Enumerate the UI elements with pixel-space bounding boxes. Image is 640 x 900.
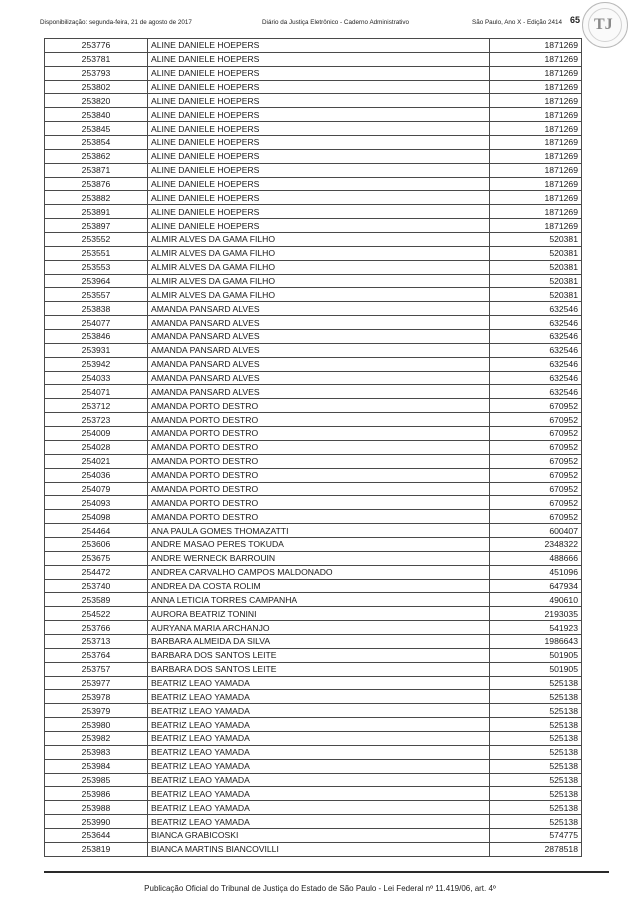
person-name-cell: ALMIR ALVES DA GAMA FILHO xyxy=(148,246,490,260)
table-row xyxy=(45,413,582,427)
record-number-cell: 253551 xyxy=(45,246,148,260)
table-row xyxy=(45,468,582,482)
registration-cell: 525138 xyxy=(490,801,582,815)
table-row xyxy=(45,219,582,233)
registration-cell: 1871269 xyxy=(490,52,582,66)
person-name-cell: ALINE DANIELE HOEPERS xyxy=(148,191,490,205)
record-number-cell: 254077 xyxy=(45,316,148,330)
person-name-cell: ALMIR ALVES DA GAMA FILHO xyxy=(148,260,490,274)
table-row xyxy=(45,634,582,648)
table-row xyxy=(45,191,582,205)
table-row xyxy=(45,648,582,662)
registration-cell: 520381 xyxy=(490,233,582,247)
record-number-cell: 253978 xyxy=(45,690,148,704)
person-name-cell: AMANDA PORTO DESTRO xyxy=(148,399,490,413)
table-row xyxy=(45,773,582,787)
registration-cell: 525138 xyxy=(490,676,582,690)
record-number-cell: 253793 xyxy=(45,66,148,80)
table-row xyxy=(45,427,582,441)
record-number-cell: 253766 xyxy=(45,621,148,635)
table-row xyxy=(45,302,582,316)
person-name-cell: AMANDA PANSARD ALVES xyxy=(148,302,490,316)
registration-cell: 1871269 xyxy=(490,205,582,219)
table-row xyxy=(45,579,582,593)
record-number-cell: 253990 xyxy=(45,815,148,829)
record-number-cell: 254071 xyxy=(45,385,148,399)
record-number-cell: 253876 xyxy=(45,177,148,191)
registration-cell: 490610 xyxy=(490,593,582,607)
person-name-cell: ALINE DANIELE HOEPERS xyxy=(148,94,490,108)
registration-cell: 670952 xyxy=(490,427,582,441)
record-number-cell: 253776 xyxy=(45,39,148,53)
person-name-cell: ALINE DANIELE HOEPERS xyxy=(148,80,490,94)
record-number-cell: 253977 xyxy=(45,676,148,690)
person-name-cell: AMANDA PANSARD ALVES xyxy=(148,371,490,385)
registration-cell: 520381 xyxy=(490,260,582,274)
registration-cell: 525138 xyxy=(490,690,582,704)
table-row xyxy=(45,565,582,579)
table-row xyxy=(45,482,582,496)
record-number-cell: 254522 xyxy=(45,607,148,621)
person-name-cell: ALINE DANIELE HOEPERS xyxy=(148,122,490,136)
person-name-cell: BEATRIZ LEAO YAMADA xyxy=(148,759,490,773)
record-number-cell: 253983 xyxy=(45,745,148,759)
registration-cell: 2193035 xyxy=(490,607,582,621)
registration-cell: 1871269 xyxy=(490,39,582,53)
table-row xyxy=(45,496,582,510)
publication-title: Diário da Justiça Eletrônico - Caderno Administrativo xyxy=(262,19,409,26)
person-name-cell: ALINE DANIELE HOEPERS xyxy=(148,66,490,80)
table-row xyxy=(45,787,582,801)
table-row xyxy=(45,330,582,344)
person-name-cell: BEATRIZ LEAO YAMADA xyxy=(148,704,490,718)
person-name-cell: BIANCA GRABICOSKI xyxy=(148,828,490,842)
table-row xyxy=(45,621,582,635)
registration-cell: 525138 xyxy=(490,731,582,745)
table-row xyxy=(45,676,582,690)
record-number-cell: 253819 xyxy=(45,842,148,856)
person-name-cell: BEATRIZ LEAO YAMADA xyxy=(148,815,490,829)
table-row xyxy=(45,149,582,163)
record-number-cell: 254098 xyxy=(45,510,148,524)
person-name-cell: BEATRIZ LEAO YAMADA xyxy=(148,801,490,815)
person-name-cell: AMANDA PANSARD ALVES xyxy=(148,343,490,357)
record-number-cell: 253723 xyxy=(45,413,148,427)
record-number-cell: 253982 xyxy=(45,731,148,745)
table-row xyxy=(45,177,582,191)
person-name-cell: BEATRIZ LEAO YAMADA xyxy=(148,787,490,801)
table-row xyxy=(45,815,582,829)
table-row xyxy=(45,731,582,745)
record-number-cell: 253712 xyxy=(45,399,148,413)
registration-cell: 632546 xyxy=(490,302,582,316)
registration-cell: 670952 xyxy=(490,510,582,524)
record-number-cell: 254021 xyxy=(45,454,148,468)
record-number-cell: 253846 xyxy=(45,330,148,344)
table-row xyxy=(45,357,582,371)
person-name-cell: AMANDA PORTO DESTRO xyxy=(148,468,490,482)
record-number-cell: 253871 xyxy=(45,163,148,177)
record-number-cell: 253985 xyxy=(45,773,148,787)
person-name-cell: ALINE DANIELE HOEPERS xyxy=(148,149,490,163)
availability-date: Disponibilização: segunda-feira, 21 de agosto de 2017 xyxy=(40,19,192,26)
person-name-cell: ALINE DANIELE HOEPERS xyxy=(148,136,490,150)
table-row xyxy=(45,801,582,815)
registration-cell: 525138 xyxy=(490,759,582,773)
registration-cell: 670952 xyxy=(490,399,582,413)
record-number-cell: 254009 xyxy=(45,427,148,441)
table-row xyxy=(45,704,582,718)
registration-cell: 1986643 xyxy=(490,634,582,648)
record-number-cell: 253552 xyxy=(45,233,148,247)
person-name-cell: AMANDA PANSARD ALVES xyxy=(148,385,490,399)
record-number-cell: 253984 xyxy=(45,759,148,773)
registration-cell: 451096 xyxy=(490,565,582,579)
registration-cell: 520381 xyxy=(490,274,582,288)
record-number-cell: 253891 xyxy=(45,205,148,219)
person-name-cell: ANDREA CARVALHO CAMPOS MALDONADO xyxy=(148,565,490,579)
table-row xyxy=(45,537,582,551)
registration-cell: 632546 xyxy=(490,385,582,399)
edition-info: São Paulo, Ano X - Edição 2414 xyxy=(472,19,562,26)
seal-monogram: TJ xyxy=(594,16,613,33)
record-number-cell: 253740 xyxy=(45,579,148,593)
registration-cell: 525138 xyxy=(490,815,582,829)
registration-cell: 632546 xyxy=(490,316,582,330)
record-number-cell: 253757 xyxy=(45,662,148,676)
table-row xyxy=(45,136,582,150)
table-row xyxy=(45,524,582,538)
footer-rule xyxy=(44,871,609,873)
person-name-cell: ALINE DANIELE HOEPERS xyxy=(148,219,490,233)
table-row xyxy=(45,454,582,468)
registration-cell: 1871269 xyxy=(490,163,582,177)
table-row xyxy=(45,399,582,413)
record-number-cell: 253845 xyxy=(45,122,148,136)
person-name-cell: AURORA BEATRIZ TONINI xyxy=(148,607,490,621)
table-row xyxy=(45,108,582,122)
table-row xyxy=(45,690,582,704)
person-name-cell: BARBARA DOS SANTOS LEITE xyxy=(148,662,490,676)
person-name-cell: AMANDA PORTO DESTRO xyxy=(148,440,490,454)
table-row xyxy=(45,288,582,302)
person-name-cell: AMANDA PANSARD ALVES xyxy=(148,330,490,344)
table-row xyxy=(45,440,582,454)
person-name-cell: BIANCA MARTINS BIANCOVILLI xyxy=(148,842,490,856)
person-name-cell: BEATRIZ LEAO YAMADA xyxy=(148,731,490,745)
registration-cell: 670952 xyxy=(490,468,582,482)
table-row xyxy=(45,94,582,108)
record-number-cell: 253931 xyxy=(45,343,148,357)
record-number-cell: 253980 xyxy=(45,718,148,732)
person-name-cell: BARBARA ALMEIDA DA SILVA xyxy=(148,634,490,648)
records-table xyxy=(44,38,582,857)
table-row xyxy=(45,551,582,565)
person-name-cell: BEATRIZ LEAO YAMADA xyxy=(148,690,490,704)
table-row xyxy=(45,246,582,260)
record-number-cell: 253675 xyxy=(45,551,148,565)
person-name-cell: ALMIR ALVES DA GAMA FILHO xyxy=(148,274,490,288)
registration-cell: 647934 xyxy=(490,579,582,593)
record-number-cell: 253854 xyxy=(45,136,148,150)
person-name-cell: AMANDA PORTO DESTRO xyxy=(148,454,490,468)
registration-cell: 670952 xyxy=(490,496,582,510)
person-name-cell: ANDRE MASAO PERES TOKUDA xyxy=(148,537,490,551)
person-name-cell: BEATRIZ LEAO YAMADA xyxy=(148,773,490,787)
registration-cell: 1871269 xyxy=(490,66,582,80)
person-name-cell: ALINE DANIELE HOEPERS xyxy=(148,163,490,177)
person-name-cell: ALMIR ALVES DA GAMA FILHO xyxy=(148,233,490,247)
person-name-cell: BEATRIZ LEAO YAMADA xyxy=(148,676,490,690)
registration-cell: 520381 xyxy=(490,246,582,260)
record-number-cell: 253644 xyxy=(45,828,148,842)
record-number-cell: 253942 xyxy=(45,357,148,371)
page-footer: Publicação Oficial do Tribunal de Justiça do Estado de São Paulo - Lei Federal nº 11.419/06, art. 4º xyxy=(144,884,496,893)
table-row xyxy=(45,718,582,732)
table-row xyxy=(45,66,582,80)
record-number-cell: 253802 xyxy=(45,80,148,94)
record-number-cell: 253862 xyxy=(45,149,148,163)
person-name-cell: AMANDA PORTO DESTRO xyxy=(148,413,490,427)
registration-cell: 632546 xyxy=(490,371,582,385)
registration-cell: 1871269 xyxy=(490,94,582,108)
table-row xyxy=(45,343,582,357)
record-number-cell: 253781 xyxy=(45,52,148,66)
record-number-cell: 253979 xyxy=(45,704,148,718)
table-row xyxy=(45,316,582,330)
table-row xyxy=(45,163,582,177)
registration-cell: 525138 xyxy=(490,773,582,787)
registration-cell: 501905 xyxy=(490,648,582,662)
table-row xyxy=(45,39,582,53)
registration-cell: 525138 xyxy=(490,718,582,732)
record-number-cell: 253713 xyxy=(45,634,148,648)
registration-cell: 501905 xyxy=(490,662,582,676)
table-row xyxy=(45,593,582,607)
person-name-cell: AMANDA PANSARD ALVES xyxy=(148,316,490,330)
record-number-cell: 254093 xyxy=(45,496,148,510)
records-table-body xyxy=(45,39,582,857)
court-seal-icon xyxy=(582,2,628,48)
registration-cell: 488666 xyxy=(490,551,582,565)
record-number-cell: 253557 xyxy=(45,288,148,302)
table-row xyxy=(45,607,582,621)
record-number-cell: 253840 xyxy=(45,108,148,122)
table-row xyxy=(45,80,582,94)
person-name-cell: ALINE DANIELE HOEPERS xyxy=(148,205,490,219)
record-number-cell: 253820 xyxy=(45,94,148,108)
table-row xyxy=(45,510,582,524)
person-name-cell: AMANDA PORTO DESTRO xyxy=(148,510,490,524)
person-name-cell: BEATRIZ LEAO YAMADA xyxy=(148,745,490,759)
record-number-cell: 253553 xyxy=(45,260,148,274)
registration-cell: 574775 xyxy=(490,828,582,842)
record-number-cell: 254472 xyxy=(45,565,148,579)
record-number-cell: 254033 xyxy=(45,371,148,385)
record-number-cell: 253882 xyxy=(45,191,148,205)
registration-cell: 2878518 xyxy=(490,842,582,856)
registration-cell: 520381 xyxy=(490,288,582,302)
person-name-cell: ANA PAULA GOMES THOMAZATTI xyxy=(148,524,490,538)
record-number-cell: 254028 xyxy=(45,440,148,454)
table-row xyxy=(45,205,582,219)
registration-cell: 670952 xyxy=(490,482,582,496)
record-number-cell: 253606 xyxy=(45,537,148,551)
registration-cell: 632546 xyxy=(490,330,582,344)
person-name-cell: ALINE DANIELE HOEPERS xyxy=(148,177,490,191)
registration-cell: 525138 xyxy=(490,704,582,718)
record-number-cell: 253988 xyxy=(45,801,148,815)
record-number-cell: 254079 xyxy=(45,482,148,496)
table-row xyxy=(45,842,582,856)
person-name-cell: ANNA LETICIA TORRES CAMPANHA xyxy=(148,593,490,607)
registration-cell: 1871269 xyxy=(490,219,582,233)
table-row xyxy=(45,52,582,66)
registration-cell: 1871269 xyxy=(490,149,582,163)
registration-cell: 670952 xyxy=(490,413,582,427)
table-row xyxy=(45,274,582,288)
registration-cell: 1871269 xyxy=(490,122,582,136)
person-name-cell: ALINE DANIELE HOEPERS xyxy=(148,39,490,53)
person-name-cell: AMANDA PANSARD ALVES xyxy=(148,357,490,371)
record-number-cell: 253764 xyxy=(45,648,148,662)
record-number-cell: 253897 xyxy=(45,219,148,233)
registration-cell: 2348322 xyxy=(490,537,582,551)
person-name-cell: AMANDA PORTO DESTRO xyxy=(148,482,490,496)
person-name-cell: AURYANA MARIA ARCHANJO xyxy=(148,621,490,635)
registration-cell: 632546 xyxy=(490,357,582,371)
registration-cell: 525138 xyxy=(490,787,582,801)
table-row xyxy=(45,371,582,385)
page-number: 65 xyxy=(569,15,580,25)
registration-cell: 1871269 xyxy=(490,191,582,205)
person-name-cell: ALINE DANIELE HOEPERS xyxy=(148,108,490,122)
registration-cell: 1871269 xyxy=(490,177,582,191)
person-name-cell: ANDREA DA COSTA ROLIM xyxy=(148,579,490,593)
table-row xyxy=(45,233,582,247)
registration-cell: 525138 xyxy=(490,745,582,759)
table-row xyxy=(45,745,582,759)
person-name-cell: ANDRE WERNECK BARROUIN xyxy=(148,551,490,565)
record-number-cell: 253838 xyxy=(45,302,148,316)
registration-cell: 1871269 xyxy=(490,136,582,150)
registration-cell: 670952 xyxy=(490,440,582,454)
table-row xyxy=(45,662,582,676)
person-name-cell: BARBARA DOS SANTOS LEITE xyxy=(148,648,490,662)
record-number-cell: 253589 xyxy=(45,593,148,607)
table-row xyxy=(45,385,582,399)
table-row xyxy=(45,759,582,773)
registration-cell: 541923 xyxy=(490,621,582,635)
record-number-cell: 253964 xyxy=(45,274,148,288)
person-name-cell: AMANDA PORTO DESTRO xyxy=(148,496,490,510)
registration-cell: 600407 xyxy=(490,524,582,538)
table-row xyxy=(45,122,582,136)
registration-cell: 670952 xyxy=(490,454,582,468)
record-number-cell: 254036 xyxy=(45,468,148,482)
record-number-cell: 254464 xyxy=(45,524,148,538)
registration-cell: 1871269 xyxy=(490,80,582,94)
person-name-cell: ALINE DANIELE HOEPERS xyxy=(148,52,490,66)
person-name-cell: AMANDA PORTO DESTRO xyxy=(148,427,490,441)
registration-cell: 1871269 xyxy=(490,108,582,122)
table-row xyxy=(45,828,582,842)
record-number-cell: 253986 xyxy=(45,787,148,801)
person-name-cell: ALMIR ALVES DA GAMA FILHO xyxy=(148,288,490,302)
table-row xyxy=(45,260,582,274)
registration-cell: 632546 xyxy=(490,343,582,357)
person-name-cell: BEATRIZ LEAO YAMADA xyxy=(148,718,490,732)
